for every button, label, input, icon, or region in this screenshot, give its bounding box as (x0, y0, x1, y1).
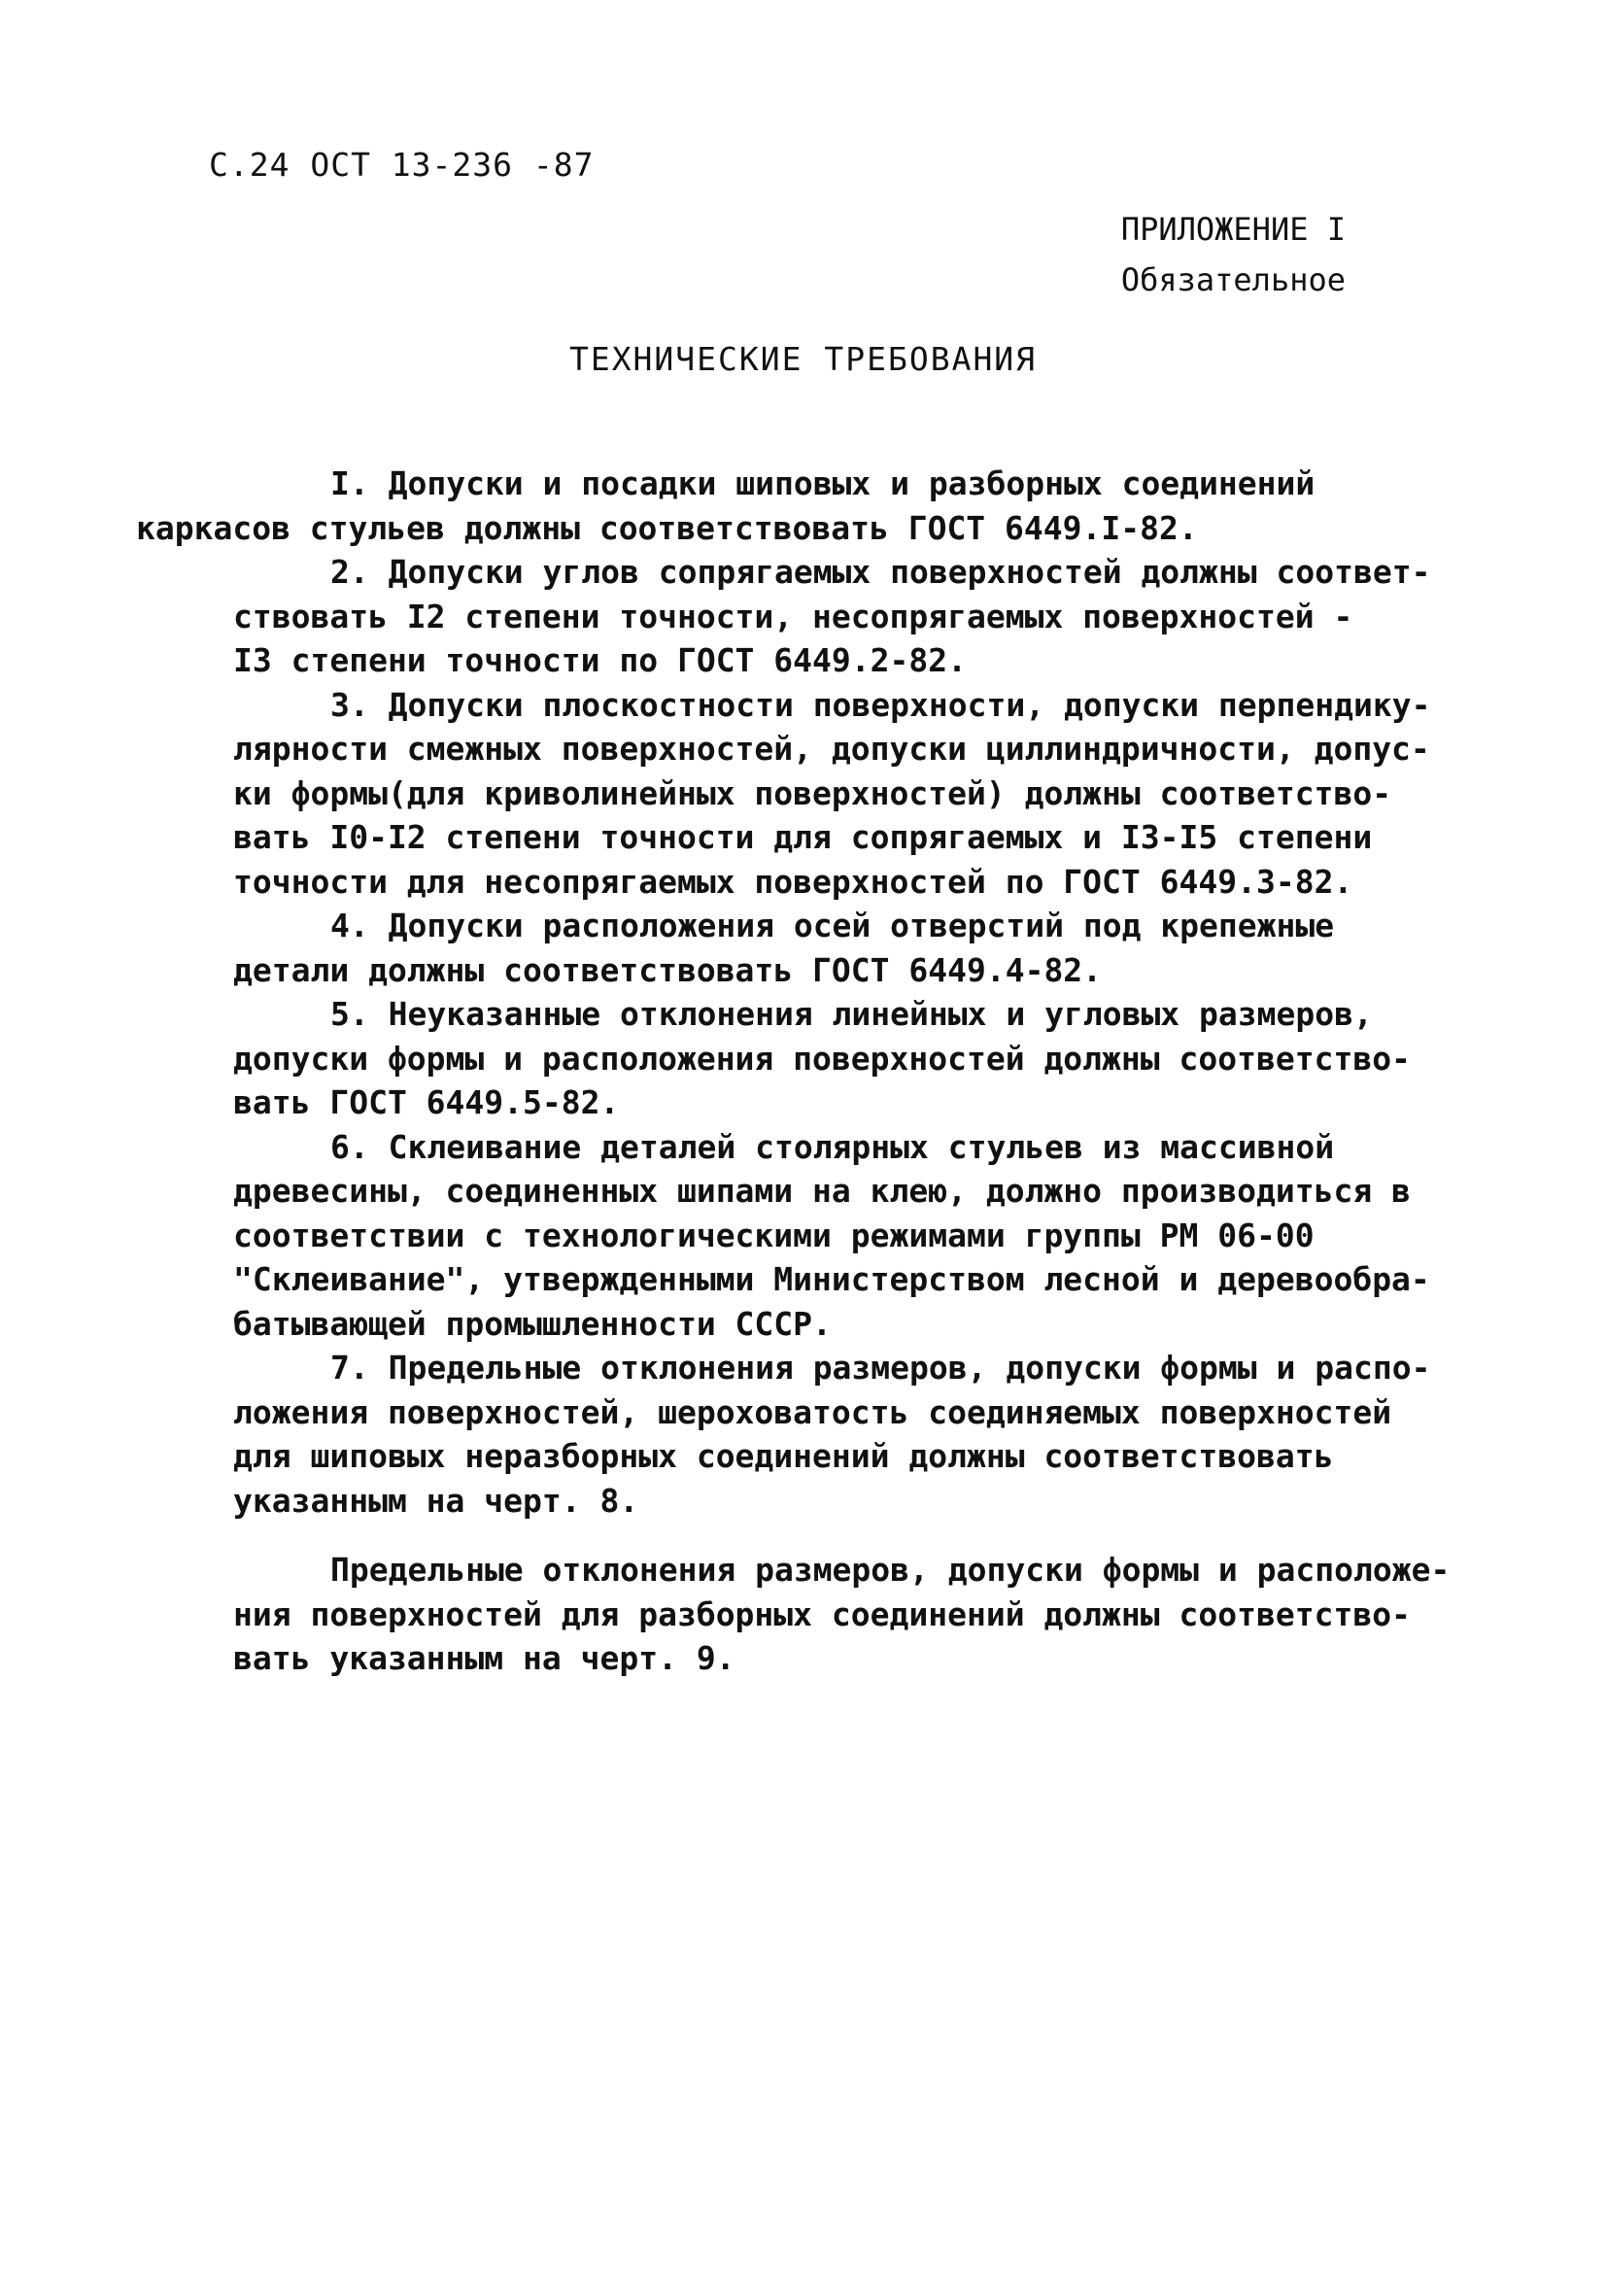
document-code: С.24 ОСТ 13-236 -87 (209, 146, 595, 184)
paragraph-line: вать ГОСТ 6449.5-82. (233, 1083, 620, 1121)
paragraph-line: 4. Допуски расположения осей отверстий под крепежные (330, 907, 1335, 944)
paragraph-line: соответствии с технологическими режимами группы РМ 06-00 (233, 1216, 1315, 1254)
paragraph-5 (233, 992, 1411, 1125)
paragraph-6 (233, 1125, 1430, 1347)
appendix-block (1121, 204, 1346, 305)
paragraph-3 (233, 683, 1431, 905)
paragraph-line: лярности смежных поверхностей, допуски циллиндричности, допус- (233, 730, 1430, 768)
paragraph-1 (136, 462, 1389, 550)
paragraph-line: точности для несопрягаемых поверхностей по ГОСТ 6449.3-82. (233, 862, 1353, 901)
paragraph-line: для шиповых неразборных соединений должны соответствовать (233, 1437, 1334, 1475)
paragraph-line: 2. Допуски углов сопрягаемых поверхностей должны соответ- (330, 553, 1431, 591)
paragraph-line: I. Допуски и посадки шиповых и разборных соединений (330, 464, 1316, 502)
paragraph-line: I3 степени точности по ГОСТ 6449.2-82. (233, 641, 967, 679)
paragraph-line: "Склеивание", утвержденными Министерством лесной и деревообра- (233, 1260, 1430, 1298)
paragraph-line: древесины, соединенных шипами на клею, должно производиться в (233, 1172, 1411, 1210)
paragraph-line: ния поверхностей для разборных соединений должны соответство- (233, 1594, 1411, 1633)
paragraph-line: вать I0-I2 степени точности для сопрягаемых и I3-I5 степени (233, 818, 1373, 856)
paragraph-line: 7. Предельные отклонения размеров, допуски формы и распо- (330, 1349, 1431, 1387)
paragraph-line: вать указанным на черт. 9. (233, 1639, 735, 1677)
paragraph-line: ствовать I2 степени точности, несопрягаемых поверхностей - (233, 597, 1353, 635)
paragraph-7 (233, 1346, 1431, 1523)
paragraph-line: 3. Допуски плоскостности поверхности, допуски перпендику- (330, 685, 1431, 724)
paragraph-line: допуски формы и расположения поверхностей должны соответство- (233, 1039, 1411, 1078)
paragraph-line: ложения поверхностей, шероховатость соединяемых поверхностей (233, 1392, 1392, 1431)
paragraph-4 (233, 904, 1389, 992)
paragraph-line: каркасов стульев должны соответствовать ГОСТ 6449.I-82. (136, 508, 1198, 547)
paragraph-line: Предельные отклонения размеров, допуски формы и расположе- (330, 1551, 1451, 1589)
paragraph-line: детали должны соответствовать ГОСТ 6449.4-82. (233, 950, 1103, 989)
paragraph-line: 5. Неуказанные отклонения линейных и угловых размеров, (330, 995, 1373, 1033)
requirements-body (136, 462, 1451, 1681)
paragraph-line: ки формы(для криволинейных поверхностей) должны соответство- (233, 773, 1392, 812)
paragraph-2 (233, 550, 1431, 683)
paragraph-line: указанным на черт. 8. (233, 1481, 639, 1520)
section-title: ТЕХНИЧЕСКИЕ ТРЕБОВАНИЯ (568, 340, 1038, 378)
paragraph-line: 6. Склеивание деталей столярных стульев из массивной (330, 1127, 1335, 1166)
appendix-label: ПРИЛОЖЕНИЕ I (1120, 211, 1346, 248)
appendix-status: Обязательное (1120, 261, 1346, 298)
paragraph-8 (233, 1548, 1451, 1681)
paragraph-line: батывающей промышленности СССР. (233, 1304, 832, 1343)
